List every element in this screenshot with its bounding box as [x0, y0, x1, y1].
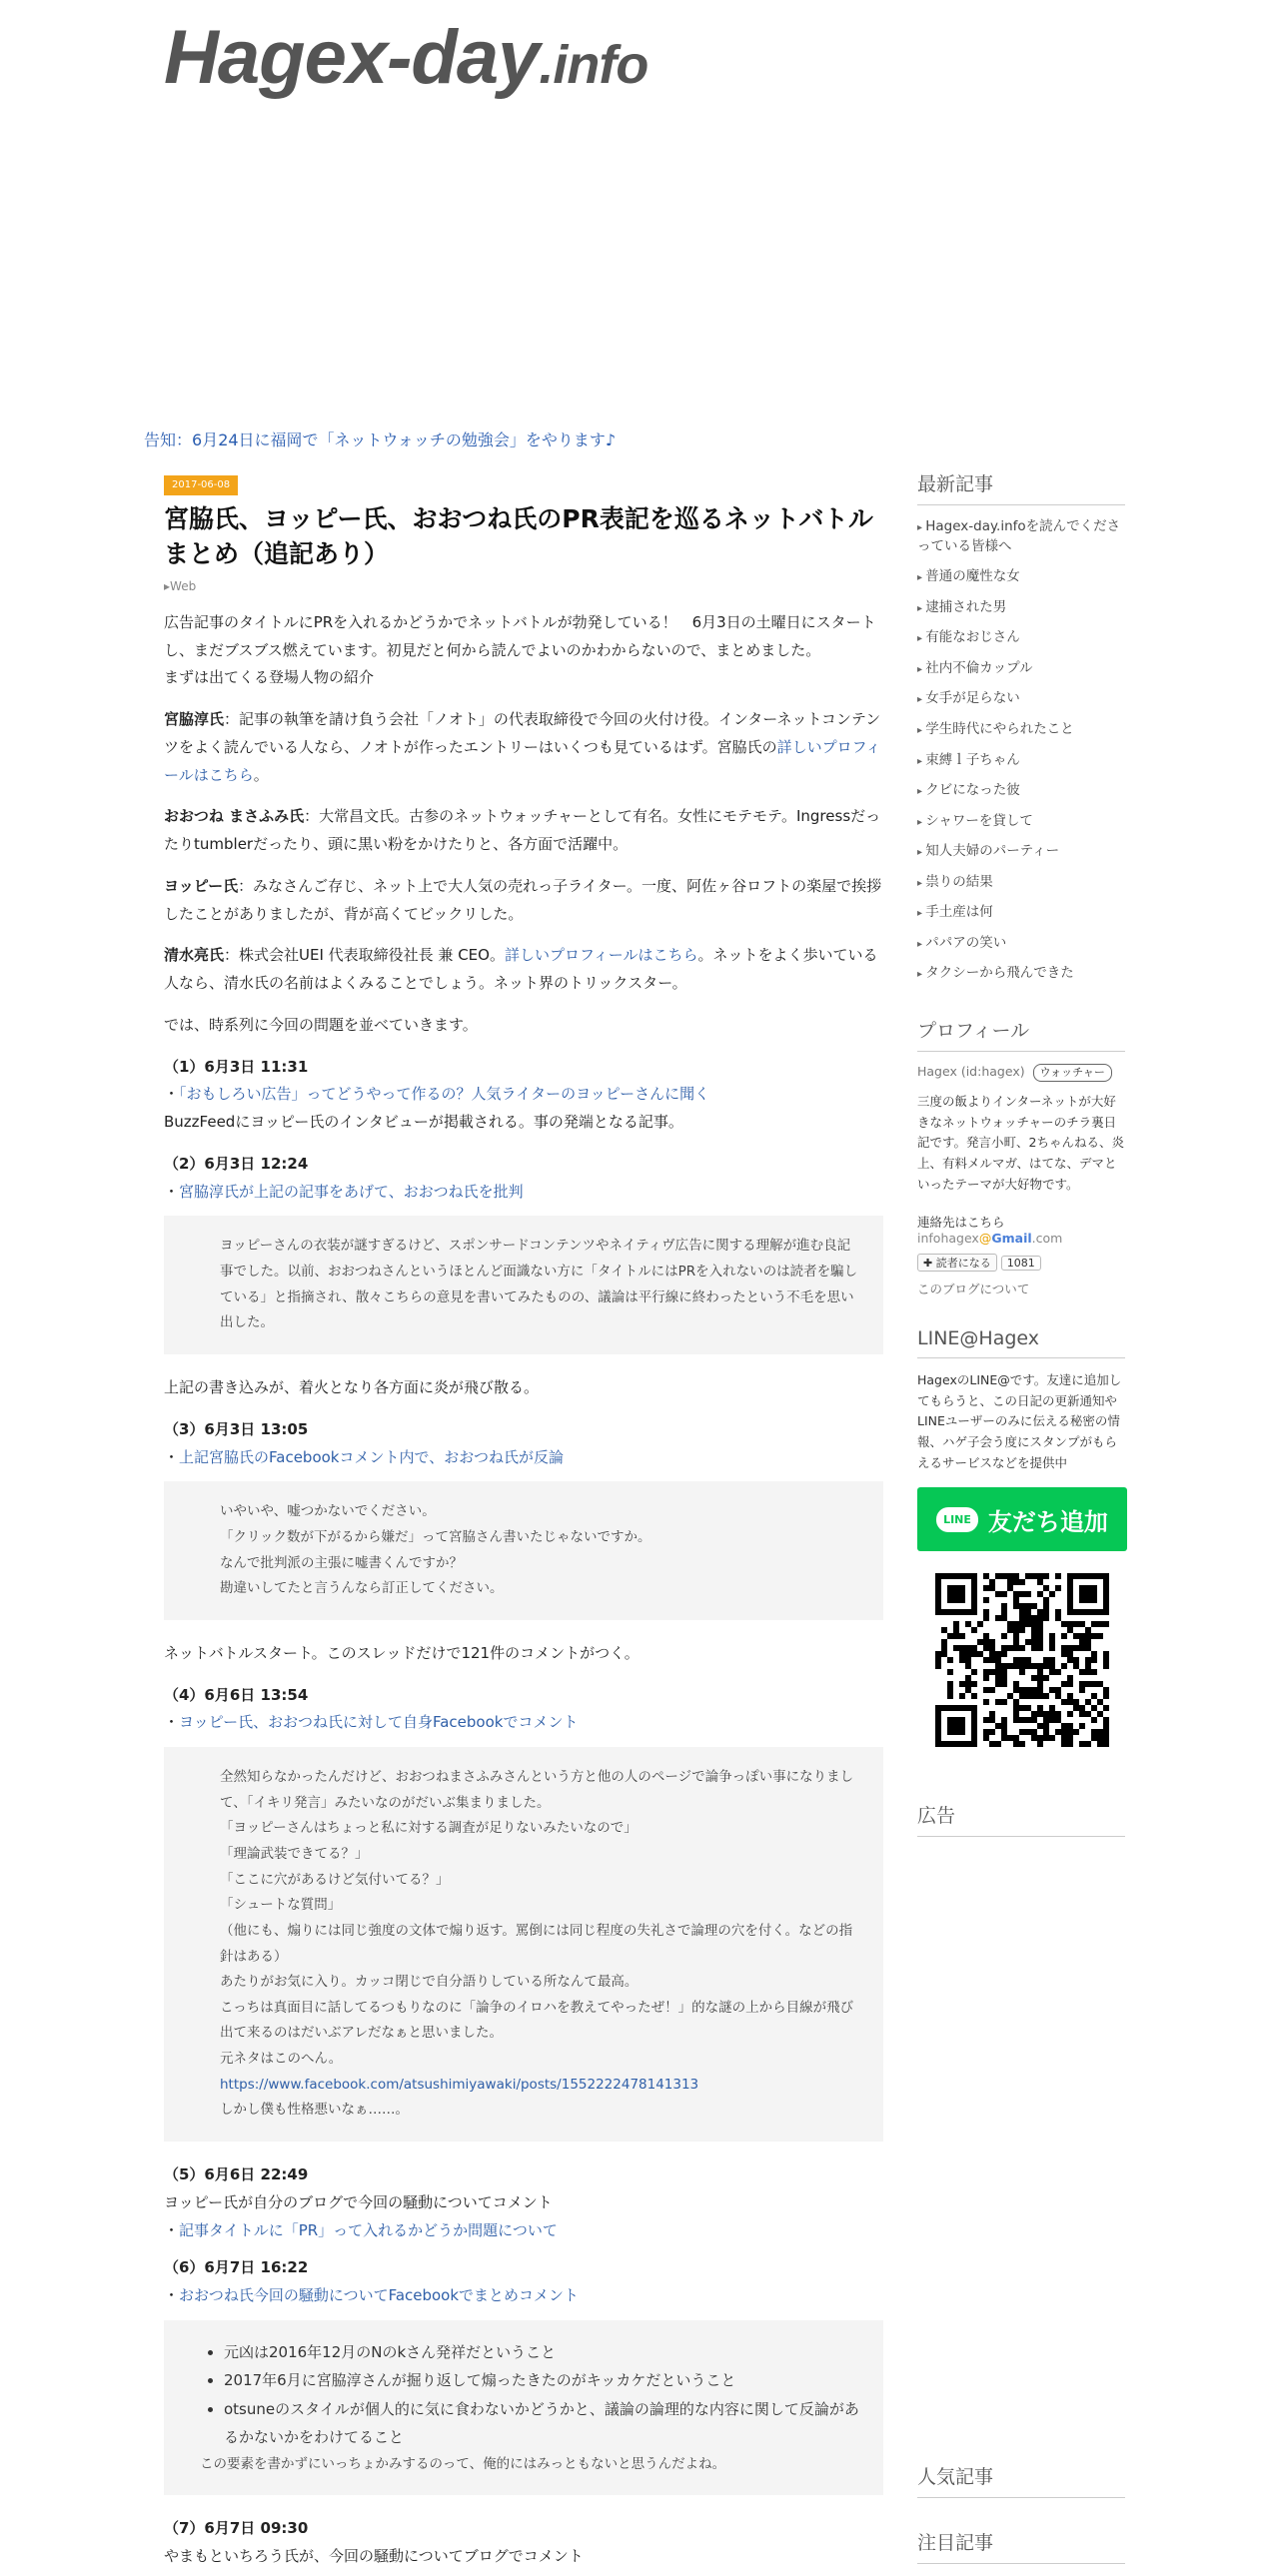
- quote-line: 勘違いしてたと言うんなら訂正してください。: [220, 1580, 504, 1597]
- section-link[interactable]: 上記宮脇氏のFacebookコメント内で、おおつね氏が反論: [179, 1447, 565, 1466]
- quote-line: 元ネタはこのへん。: [220, 2051, 343, 2068]
- post-title[interactable]: 宮脇氏、ヨッピー氏、おおつね氏のPR表記を巡るネットバトルまとめ（追記あり）: [164, 503, 873, 568]
- recent-item[interactable]: [917, 628, 1125, 648]
- quote-line: あたりがお気に入り。カッコ閉じで自分語りしている所なんて最高。: [220, 1974, 639, 1991]
- recent-item[interactable]: [917, 812, 1125, 832]
- blockquote: ヨッピーさんの衣装が謎すぎるけど、スポンサードコンテンツやネイティヴ広告に関する理解が進む良記事でした。以前、おおつねさんというほとんど面識ない方に「タイトルにはPRを入れないのは読者を騙している」と指摘され、散々こちらの意見を書いてみたものの、議論は平行線に終わったという不毛を思い出した。: [164, 1216, 883, 1354]
- recent-link[interactable]: シャワーを貸して: [925, 812, 1033, 829]
- recent-link[interactable]: 知人夫婦のパーティー: [925, 843, 1060, 860]
- quote-list-item: • otsuneのスタイルが個人的に気に食わないかどうかと、議論の論理的な内容に関して反論があるかないかをわけてること: [224, 2395, 863, 2452]
- person-desc-end: 。: [253, 765, 269, 784]
- person-name: ヨッピー氏: [164, 876, 239, 895]
- email-user: infohagex: [917, 1231, 979, 1247]
- person-shimizu: [164, 942, 883, 998]
- person-desc: ：株式会社UEI 代表取締役社長 兼 CEO。: [224, 946, 505, 965]
- profile-id-row: [917, 1064, 1125, 1082]
- recent-item[interactable]: [917, 720, 1125, 740]
- section-text: やまもといちろう氏が、今回の騒動についてブログでコメント: [164, 2547, 584, 2566]
- recent-link[interactable]: 有能なおじさん: [925, 629, 1020, 646]
- intro: [164, 609, 883, 692]
- recent-item[interactable]: [917, 689, 1125, 709]
- quote-line: （他にも、煽りには同じ強度の文体で煽り返す。罵倒には同じ程度の失礼さで論理の穴を付く。などの指針はある）: [220, 1922, 853, 1965]
- person-desc-end: 。ネットをよく歩いている人なら、清水氏の名前はよくみることでしょう。ネット界のトリックスター。: [164, 946, 878, 993]
- recent-item[interactable]: [917, 751, 1125, 771]
- recent-item[interactable]: [917, 964, 1125, 984]
- quote-list-item: • 元凶は2016年12月のNのkさん発祥だということ: [224, 2338, 863, 2367]
- qr-code: [935, 1573, 1125, 1751]
- section-text: BuzzFeedにヨッピー氏のインタビューが掲載される。事の発端となる記事。: [164, 1113, 683, 1132]
- recent-item[interactable]: [917, 873, 1125, 893]
- recent-item[interactable]: [917, 903, 1125, 923]
- recent-item[interactable]: [917, 567, 1125, 587]
- line-desc: HagexのLINE@です。友達に追加してもらうと、この日記の更新通知やLINEユーザーのみに伝える秘密の情報、ハゲ子会う度にスタンプがもらえるサービスなどを提供中: [917, 1372, 1122, 1470]
- quote-line: こっちは真面目に話してるつもりなのに「論争のイロハを教えてやったぜ！」的な謎の上から目線が飛び出て来るのはだいぶアレだなぁと思いました。: [220, 1999, 854, 2042]
- line-add-friend-button[interactable]: [917, 1487, 1127, 1551]
- about-link[interactable]: このブログについて: [917, 1282, 1030, 1297]
- notice-link[interactable]: 6月24日に福岡で「ネットウォッチの勉強会」をやります♪: [192, 430, 617, 449]
- quote-line: この要素を書かずにいっちょかみするのって、俺的にはみっともないと思うんだよね。: [200, 2455, 726, 2472]
- person-miyawaki: [164, 706, 883, 789]
- person-name: 清水亮氏: [164, 946, 225, 965]
- person-desc: ：大常昌文氏。古参のネットウォッチャーとして有名。女性にモテモテ。Ingressだったりtumblerだったり、頭に黒い粉をかけたりと、各方面で活躍中。: [164, 807, 881, 854]
- profile-link[interactable]: 詳しいプロフィールはこちら: [504, 946, 698, 965]
- site-logo[interactable]: [164, 14, 647, 101]
- email-tld: .com: [1031, 1231, 1063, 1247]
- quote-line: 「ここに穴があるけど気付いてる？」: [220, 1871, 450, 1888]
- person-desc: ：みなさんご存じ、ネット上で大人気の売れっ子ライター。一度、阿佐ヶ谷ロフトの楽屋で挨拶したことがありましたが、背が高くてビックリした。: [164, 876, 882, 923]
- section-heading: （3）6月3日 13:05: [164, 1419, 309, 1438]
- section-link[interactable]: おおつね氏今回の騒動についてFacebookでまとめコメント: [179, 2286, 580, 2305]
- person-yoppy: [164, 873, 883, 929]
- person-desc: ：記事の執筆を請け負う会社「ノオト」の代表取締役で今回の火付け役。インターネットコンテンツをよく読んでいる人なら、ノオトが作ったエントリーはいくつも見ているはず。宮脇氏の: [164, 710, 881, 756]
- recent-link[interactable]: 祟りの結果: [925, 873, 993, 890]
- person-otsune: [164, 803, 883, 859]
- section-heading: （6）6月7日 16:22: [164, 2258, 309, 2277]
- quote-line: なんで批判派の主張に嘘書くんですか？: [220, 1554, 463, 1571]
- section-text: ヨッピー氏が自分のブログで今回の騒動についてコメント: [164, 2192, 553, 2211]
- popular-heading: 人気記事: [917, 2462, 1125, 2498]
- section-1: ・「おもしろい広告」ってどうやって作るの？人気ライターのヨッピーさんに聞く: [164, 1085, 710, 1104]
- recent-item[interactable]: [917, 842, 1125, 862]
- ad-heading: 広告: [917, 1801, 1125, 1837]
- category-link[interactable]: Web: [170, 578, 197, 593]
- cast-intro: まずは出てくる登場人物の紹介: [164, 668, 375, 687]
- blockquote: [164, 1481, 883, 1620]
- post-category: ▸Web: [164, 578, 197, 593]
- section-6: ・おおつね氏今回の騒動についてFacebookでまとめコメント: [164, 2286, 580, 2305]
- recent-link[interactable]: 学生時代にやられたこと: [925, 720, 1074, 737]
- recent-heading: 最新記事: [917, 469, 1125, 505]
- recent-item[interactable]: [917, 781, 1125, 801]
- quote-line: 「理論武装できてる？」: [220, 1845, 369, 1862]
- quote-line: しかし僕も性格悪いなぁ……。: [220, 2102, 409, 2119]
- intro-text: 広告記事のタイトルにPRを入れるかどうかでネットバトルが勃発している！ 6月3日の土曜日にスタートし、まだブスブス燃えています。初見だと何から読んでよいのかわからないので、まとめました。: [164, 612, 876, 659]
- recent-item[interactable]: [917, 934, 1125, 954]
- quote-line: 「クリック数が下がるから嫌だ」って宮脇さん書いたじゃないですか。: [220, 1528, 651, 1545]
- section-3: ・上記宮脇氏のFacebookコメント内で、おおつね氏が反論: [164, 1447, 565, 1466]
- section-heading: （2）6月3日 12:24: [164, 1154, 309, 1173]
- section-link[interactable]: 「おもしろい広告」ってどうやって作るの？人気ライターのヨッピーさんに聞く: [179, 1085, 710, 1104]
- featured-heading: 注目記事: [917, 2528, 1125, 2564]
- recent-link[interactable]: 束縛ｌ子ちゃん: [925, 751, 1020, 768]
- quote-line: 「シュートな質問」: [220, 1897, 342, 1914]
- section-link[interactable]: ヨッピー氏、おおつね氏に対して自身Facebookでコメント: [179, 1713, 579, 1732]
- recent-item[interactable]: [917, 659, 1125, 679]
- line-icon: LINE: [936, 1507, 978, 1532]
- article: [164, 469, 883, 2571]
- timeline-intro: では、時系列に今回の問題を並べていきます。: [164, 1015, 478, 1034]
- quote-list-item: • 2017年6月に宮脇淳さんが掘り返して煽ったきたのがキッカケだということ: [224, 2366, 863, 2395]
- recent-link[interactable]: 逮捕された男: [925, 598, 1007, 615]
- recent-link[interactable]: パパアの笑い: [925, 934, 1007, 951]
- recent-link[interactable]: 手土産は何: [925, 904, 993, 921]
- blockquote: [164, 2320, 883, 2496]
- facebook-link[interactable]: https://www.facebook.com/atsushimiyawaki/posts/1552222478141313: [220, 2076, 699, 2093]
- plus-icon: ✚: [923, 1257, 933, 1271]
- recent-item[interactable]: [917, 598, 1125, 618]
- recent-link[interactable]: クビになった彼: [925, 782, 1020, 799]
- section-2: ・宮脇淳氏が上記の記事をあげて、おおつね氏を批判: [164, 1182, 524, 1201]
- contact-email: [917, 1231, 1125, 1246]
- reader-row: [917, 1254, 1125, 1272]
- quote-line: 「ヨッピーさんはちょっと私に対する調査が足りないみたいなので」: [220, 1820, 638, 1837]
- section-heading: （7）6月7日 09:30: [164, 2519, 309, 2538]
- reader-count: 1081: [1001, 1256, 1041, 1271]
- quote-list: [200, 2338, 863, 2452]
- recent-link[interactable]: 普通の魔性な女: [925, 568, 1020, 585]
- sidebar: [917, 469, 1125, 2576]
- gmail-logo: Gmail: [991, 1231, 1032, 1247]
- section-heading: （5）6月6日 22:49: [164, 2165, 309, 2184]
- logo-main: Hagex-day: [164, 15, 540, 100]
- quote-line: いやいや、嘘つかないでください。: [220, 1503, 436, 1520]
- post-date: 2017-06-08: [164, 475, 238, 495]
- contact-label: 連絡先はこちら: [917, 1215, 1005, 1231]
- notice-bar: [144, 428, 616, 450]
- recent-list: [917, 517, 1125, 984]
- recent-link[interactable]: タクシーから飛んできた: [925, 965, 1074, 982]
- person-name: おおつね まさふみ氏: [164, 807, 305, 826]
- line-button-label: 友だち追加: [987, 1507, 1108, 1536]
- profile-desc: 三度の飯よりインターネットが大好きなネットウォッチャーのチラ裏日記です。発言小町、2ちゃんねる、炎上、有料メルマガ、はてな、デマといったテーマが大好物です。: [917, 1094, 1124, 1192]
- notice-prefix: 告知：: [144, 430, 193, 449]
- profile-link[interactable]: 詳しいプロフィールはこちら: [164, 737, 881, 784]
- logo-tld: .info: [539, 35, 648, 95]
- section-link[interactable]: 記事タイトルに「PR」って入れるかどうか問題について: [179, 2220, 558, 2239]
- profile-id[interactable]: Hagex (id:hagex): [917, 1064, 1025, 1079]
- subscribe-button[interactable]: [917, 1254, 997, 1272]
- section-text: 上記の書き込みが、着火となり各方面に炎が飛び散る。: [164, 1378, 540, 1396]
- profile-heading: プロフィール: [917, 1016, 1125, 1052]
- section-link[interactable]: 宮脇淳氏が上記の記事をあげて、おおつね氏を批判: [179, 1182, 524, 1201]
- blockquote: [164, 1747, 883, 2142]
- section-text: ネットバトルスタート。このスレッドだけで121件のコメントがつく。: [164, 1643, 640, 1662]
- recent-link[interactable]: 女手が足らない: [925, 690, 1020, 707]
- recent-link[interactable]: Hagex-day.infoを読んでくださっている皆様へ: [917, 518, 1121, 554]
- recent-link[interactable]: 社内不倫カップル: [925, 659, 1033, 676]
- section-heading: （4）6月6日 13:54: [164, 1685, 309, 1704]
- person-name: 宮脇淳氏: [164, 710, 225, 729]
- quote-line: 全然知らなかったんだけど、おおつねまさふみさんという方と他の人のページで論争っぽい事になりまして、「イキリ発言」みたいなのがだいぶ集まりました。: [220, 1769, 854, 1811]
- section-4: ・ヨッピー氏、おおつね氏に対して自身Facebookでコメント: [164, 1713, 579, 1732]
- recent-item[interactable]: [917, 517, 1125, 556]
- qr-code-icon: [935, 1573, 1109, 1747]
- at-icon: @: [978, 1231, 992, 1247]
- watcher-badge[interactable]: ウォッチャー: [1033, 1064, 1112, 1082]
- section-5: ・記事タイトルに「PR」って入れるかどうか問題について: [164, 2220, 558, 2239]
- section-heading: （1）6月3日 11:31: [164, 1057, 309, 1076]
- subscribe-label: 読者になる: [935, 1257, 991, 1271]
- line-heading: LINE@Hagex: [917, 1327, 1125, 1358]
